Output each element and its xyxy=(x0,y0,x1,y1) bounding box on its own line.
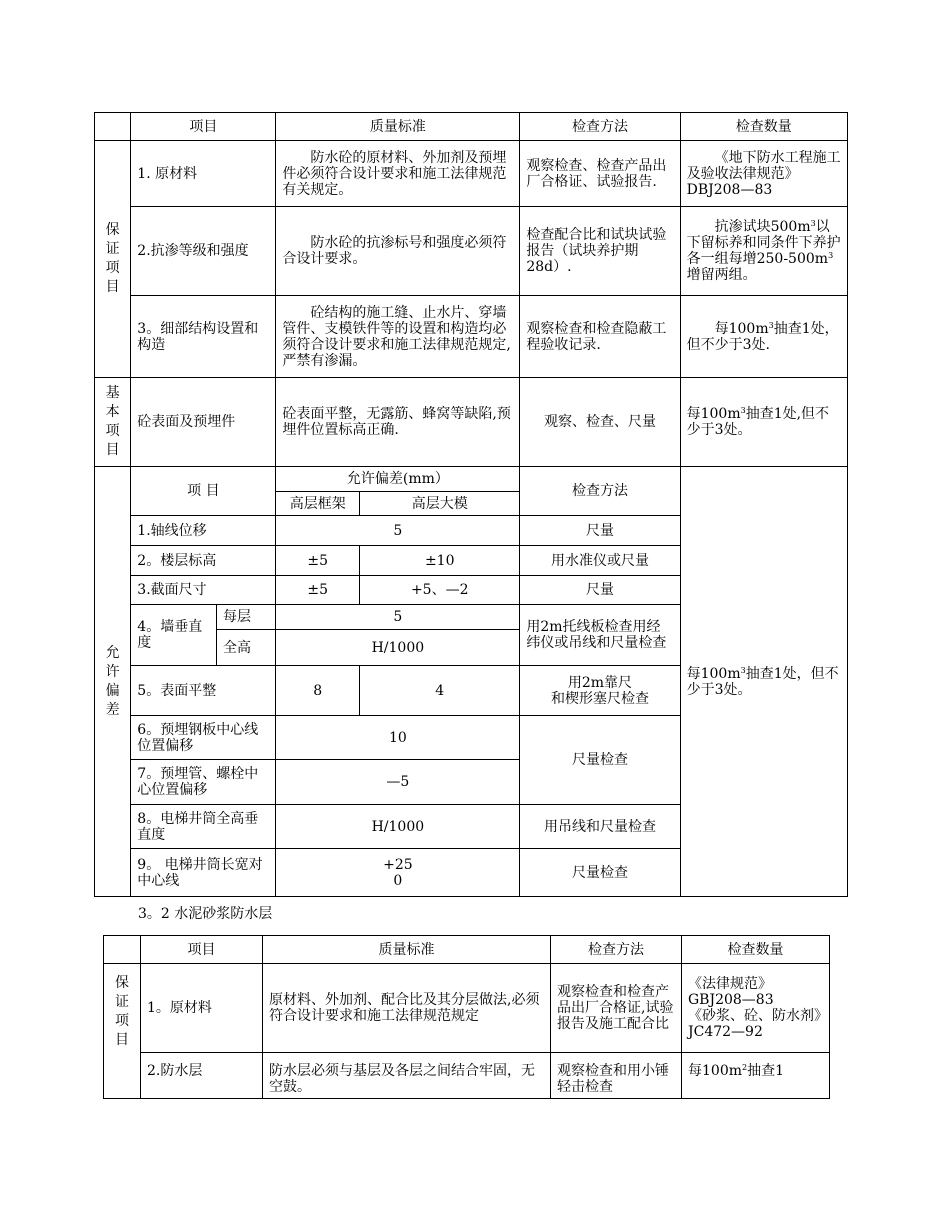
item-cell: 2.防水层 xyxy=(141,1053,263,1099)
item-cell: 1. 原材料 xyxy=(131,141,276,207)
standard-cell: 防水砼的原材料、外加剂及预埋件必须符合设计要求和施工法律规范有关规定。 xyxy=(276,141,520,207)
header-item: 项目 xyxy=(131,113,276,141)
table-row xyxy=(95,378,848,467)
method-cell: 观察检查和检查隐蔽工程验收记录. xyxy=(520,296,680,378)
method-cell: 尺量 xyxy=(520,516,680,546)
method-cell: 用水准仪或尺量 xyxy=(520,546,680,576)
quantity-cell: 每$100m^2$抽查1 xyxy=(682,1053,830,1099)
method-cell: 尺量 xyxy=(520,576,680,605)
frame-value-cell: 8 xyxy=(276,666,360,716)
standard-cell: 防水砼的抗渗标号和强度必须符合设计要求。 xyxy=(276,207,520,296)
sub-item-cell: 全高 xyxy=(216,630,275,666)
standard-cell: 防水层必须与基层及各层之间结合牢固，无空鼓。 xyxy=(263,1053,551,1099)
method-cell: 用2m托线板检查用经纬仪或吊线和尺量检查 xyxy=(520,605,680,666)
method-cell: 尺量检查 xyxy=(520,849,680,897)
method-cell: 用2m靠尺 和楔形塞尺检查 xyxy=(520,666,680,716)
quality-table-cement-mortar xyxy=(103,935,830,1099)
section-caption: 3。2 水泥砂浆防水层 xyxy=(138,906,273,922)
item-cell: 3。细部结构设置和构造 xyxy=(131,296,276,378)
header-standard: 质量标准 xyxy=(276,113,520,141)
deviation-header-row xyxy=(95,467,848,492)
method-cell: 尺量检查 xyxy=(520,716,680,805)
deviation-items-label: 允 许 偏 差 xyxy=(95,467,131,897)
method-cell: 观察检查和检查产品出厂合格证,试验报告及施工配合比 xyxy=(551,964,682,1053)
method-cell: 检查配合比和试块试验报告（试块养护期28d）. xyxy=(520,207,680,296)
frame-value-cell: ±5 xyxy=(276,576,360,605)
table-header-row xyxy=(95,113,848,141)
deviation-header-mold: 高层大模 xyxy=(360,492,520,516)
guarantee-items-label: 保 证 项 目 xyxy=(95,141,131,378)
quantity-cell: 《法律规范》GBJ208—83 《砂浆、砼、防水剂》JC472—92 xyxy=(682,964,830,1053)
item-cell: 1.轴线位移 xyxy=(131,516,276,546)
method-cell: 观察、检查、尺量 xyxy=(520,378,680,467)
item-cell: 5。表面平整 xyxy=(131,666,276,716)
item-cell: 3.截面尺寸 xyxy=(131,576,276,605)
mold-value-cell: +5、—2 xyxy=(360,576,520,605)
item-cell: 9。 电梯井筒长宽对中心线 xyxy=(131,849,276,897)
table-row xyxy=(95,296,848,378)
value-cell: H/1000 xyxy=(276,805,520,849)
mold-value-cell: ±10 xyxy=(360,546,520,576)
table-row xyxy=(95,141,848,207)
quantity-cell: 《地下防水工程施工及验收法律规范》DBJ208—83 xyxy=(680,141,847,207)
sub-item-cell: 每层 xyxy=(216,605,275,630)
header-standard: 质量标准 xyxy=(263,936,551,964)
standard-cell: 砼表面平整，无露筋、蜂窝等缺陷,预埋件位置标高正确. xyxy=(276,378,520,467)
item-cell: 8。电梯井筒全高垂直度 xyxy=(131,805,276,849)
deviation-quantity-cell: 每$100m^3$抽查1处，但不少于3处。 xyxy=(680,467,847,897)
deviation-header-item: 项 目 xyxy=(131,467,276,516)
header-method: 检查方法 xyxy=(520,113,680,141)
header-item: 项目 xyxy=(141,936,263,964)
guarantee-items-label: 保 证 项 目 xyxy=(104,964,141,1099)
item-cell: 2.抗渗等级和强度 xyxy=(131,207,276,296)
item-cell: 4。墙垂直度 xyxy=(131,605,217,666)
table-row xyxy=(104,1053,830,1099)
deviation-header-allowed: 允许偏差(mm） xyxy=(276,467,520,492)
quantity-cell: 每$100m^3$抽查1处,但不少于3处。 xyxy=(680,378,847,467)
quality-table-waterproof-concrete xyxy=(94,112,848,897)
item-cell: 砼表面及预埋件 xyxy=(131,378,276,467)
quantity-cell: 抗渗试块$500m^3$以下留标养和同条件下养护各一组每增$250-500m^3$增留两组。 xyxy=(680,207,847,296)
mold-value-cell: 4 xyxy=(360,666,520,716)
frame-value-cell: ±5 xyxy=(276,546,360,576)
quantity-cell: 每$100m^3$抽查1处，但不少于3处. xyxy=(680,296,847,378)
method-cell: 用吊线和尺量检查 xyxy=(520,805,680,849)
basic-items-label: 基 本 项 目 xyxy=(95,378,131,467)
value-cell: —5 xyxy=(276,760,520,805)
deviation-header-method: 检查方法 xyxy=(520,467,680,516)
method-cell: 观察检查、检查产品出厂合格证、试验报告. xyxy=(520,141,680,207)
value-cell: +25 0 xyxy=(276,849,520,897)
table-row xyxy=(95,207,848,296)
value-cell: 5 xyxy=(276,605,520,630)
item-cell: 6。预埋钢板中心线位置偏移 xyxy=(131,716,276,760)
header-quantity: 检查数量 xyxy=(682,936,830,964)
method-cell: 观察检查和用小锤轻击检查 xyxy=(551,1053,682,1099)
table-row xyxy=(104,964,830,1053)
standard-cell: 原材料、外加剂、配合比及其分层做法,必须符合设计要求和施工法律规范规定 xyxy=(263,964,551,1053)
value-cell: 5 xyxy=(276,516,520,546)
item-cell: 1。原材料 xyxy=(141,964,263,1053)
deviation-header-frame: 高层框架 xyxy=(276,492,360,516)
value-cell: 10 xyxy=(276,716,520,760)
item-cell: 2。楼层标高 xyxy=(131,546,276,576)
table-header-row xyxy=(104,936,830,964)
item-cell: 7。预埋管、螺栓中心位置偏移 xyxy=(131,760,276,805)
header-quantity: 检查数量 xyxy=(680,113,847,141)
header-method: 检查方法 xyxy=(551,936,682,964)
standard-cell: 砼结构的施工缝、止水片、穿墙管件、支模铁件等的设置和构造均必须符合设计要求和施工法律规范规定,严禁有渗漏。 xyxy=(276,296,520,378)
value-cell: H/1000 xyxy=(276,630,520,666)
